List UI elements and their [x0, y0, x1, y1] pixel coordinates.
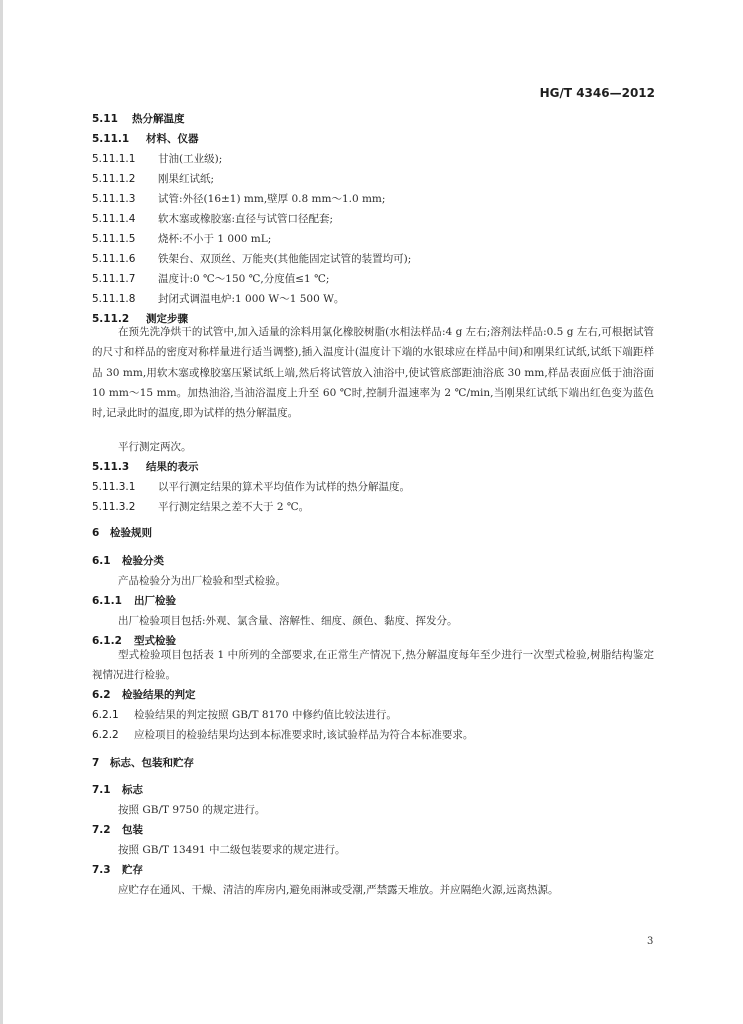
item-6-2-1: 6.2.1 检验结果的判定按照 GB/T 8170 中修约值比较法进行。: [92, 709, 397, 721]
item-5-11-3-1: 5.11.3.1 以平行测定结果的算术平均值作为试样的热分解温度。: [92, 481, 410, 493]
page-number: 3: [647, 936, 654, 947]
paragraph-7-1: 按照 GB/T 9750 的规定进行。: [118, 804, 266, 816]
section-5-11-1: 5.11.1 材料、仪器: [92, 133, 199, 145]
paragraph-6-1-2: 型式检验项目包括表 1 中所列的全部要求,在正常生产情况下,热分解温度每年至少进行一次型式检验,树脂结构鉴定视情况进行检验。: [92, 649, 654, 682]
item-5-11-1-6: 5.11.1.6 铁架台、双顶丝、万能夹(其他能固定试管的装置均可);: [92, 253, 412, 265]
section-5-11-3: 5.11.3 结果的表示: [92, 461, 199, 473]
standard-header: HG/T 4346—2012: [539, 86, 655, 100]
section-7: 7 标志、包装和贮存: [92, 757, 194, 769]
section-6-1: 6.1 检验分类: [92, 555, 164, 567]
item-6-2-2: 6.2.2 应检项目的检验结果均达到本标准要求时,该试验样品为符合本标准要求。: [92, 729, 474, 741]
item-5-11-1-7: 5.11.1.7 温度计:0 ℃～150 ℃,分度值≤1 ℃;: [92, 273, 330, 285]
item-5-11-3-2: 5.11.3.2 平行测定结果之差不大于 2 ℃。: [92, 501, 310, 513]
section-6-1-2: 6.1.2 型式检验: [92, 635, 176, 647]
section-7-3: 7.3 贮存: [92, 864, 143, 876]
item-5-11-1-8: 5.11.1.8 封闭式调温电炉:1 000 W～1 500 W。: [92, 293, 345, 305]
procedure-paragraph: 在预先洗净烘干的试管中,加入适量的涂料用氯化橡胶树脂(水相法样品:4 g 左右;溶剂法样品:0.5 g 左右,可根据试管的尺寸和样品的密度对称样量进行适当调整),插入温度计(温度计下端的水银球应在样品中间)和刚果红试纸,试纸下端距样品 30 mm,用软木塞或橡胶塞压紧试纸上端,然后将试管放入油浴中,使试管底部距油浴底 30 mm,样品表面应低于油浴面 10 mm～15 mm。加热油浴,当油浴温度上升至 60 ℃时,控制升温速率为 2 ℃/min,当刚果红试纸下端出红色变为蓝色时,记录此时的温度,即为试样的热分解温度。: [92, 326, 654, 420]
paragraph-6-1: 产品检验分为出厂检验和型式检验。: [118, 575, 286, 587]
section-7-1: 7.1 标志: [92, 784, 143, 796]
item-5-11-1-3: 5.11.1.3 试管:外径(16±1) mm,壁厚 0.8 mm～1.0 mm;: [92, 193, 386, 205]
item-5-11-1-5: 5.11.1.5 烧杯:不小于 1 000 mL;: [92, 233, 272, 245]
section-5-11: 5.11 热分解温度: [92, 113, 185, 125]
paragraph-6-1-1: 出厂检验项目包括:外观、氯含量、溶解性、细度、颜色、黏度、挥发分。: [118, 615, 458, 627]
item-5-11-1-4: 5.11.1.4 软木塞或橡胶塞:直径与试管口径配套;: [92, 213, 334, 225]
item-5-11-1-1: 5.11.1.1 甘油(工业级);: [92, 153, 223, 165]
item-5-11-1-2: 5.11.1.2 刚果红试纸;: [92, 173, 215, 185]
parallel-test-text: 平行测定两次。: [118, 441, 192, 453]
paragraph-7-3: 应贮存在通风、干燥、清洁的库房内,避免雨淋或受潮,严禁露天堆放。并应隔绝火源,远离热源。: [118, 884, 559, 896]
scan-edge: [0, 0, 3, 1024]
paragraph-7-2: 按照 GB/T 13491 中二级包装要求的规定进行。: [118, 844, 346, 856]
section-7-2: 7.2 包装: [92, 824, 143, 836]
section-6-2: 6.2 检验结果的判定: [92, 689, 196, 701]
section-6-1-1: 6.1.1 出厂检验: [92, 595, 176, 607]
section-5-11-2: 5.11.2 测定步骤: [92, 313, 188, 325]
section-6: 6 检验规则: [92, 527, 152, 539]
